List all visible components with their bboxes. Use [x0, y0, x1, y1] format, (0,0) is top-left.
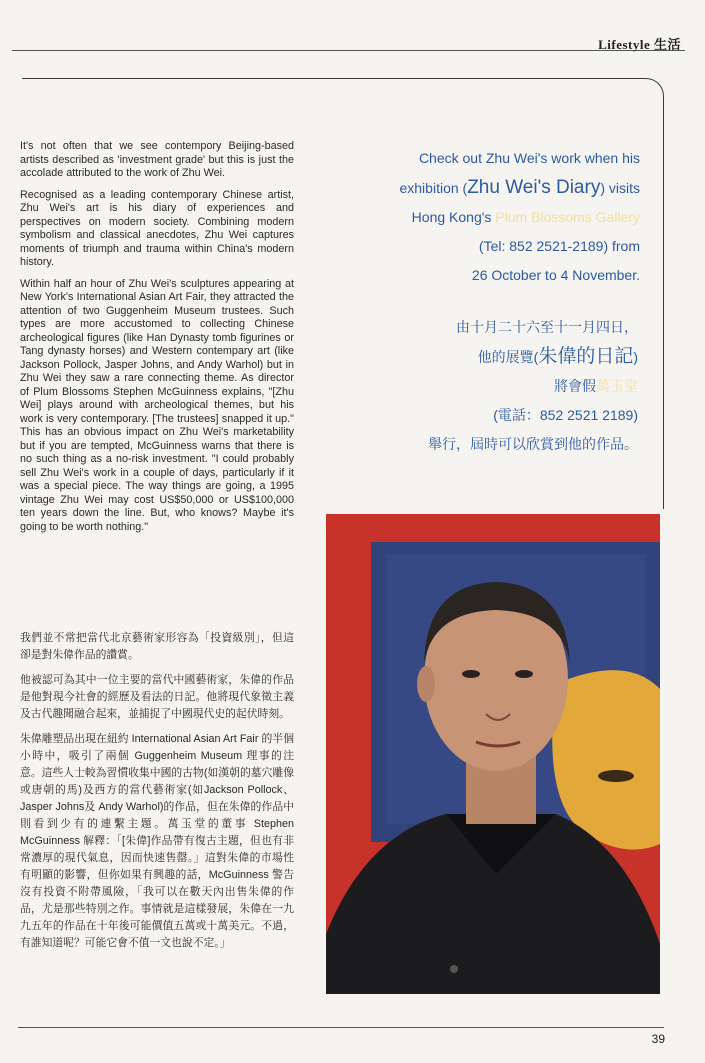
callout-zh-line: 舉行，屆時可以欣賞到他的作品。: [428, 436, 638, 452]
article-en-paragraph: Recognised as a leading contemporary Chinese artist, Zhu Wei's art is his diary of experiences and perspectives on modern society. Combining modern symbolism and classical anecdotes, Zhu Wei captures moments of triumph and trauma within China's modern history.: [20, 188, 294, 268]
artist-photo: [326, 514, 660, 994]
callout-en-text: Hong Kong's: [411, 209, 496, 225]
callout-zh-line: 由十月二十六至十一月四日，: [456, 319, 638, 335]
article-en-paragraph: Within half an hour of Zhu Wei's sculptures appearing at New York's International Asian Art Fair, they attracted the attention of two Guggenheim Museum trustees. Such types are more accustomed to collecting Chinese archeological figures (like Han Dynasty tomb figurines or Tang dynasty horses) and Western contempary art (like Jackson Pollock, Jasper Johns, and Andy Warhol) but in Zhu Wei they saw a rare connecting theme. As director of Plum Blossoms Stephen McGuinness explains, "[Zhu Wei] plays around with archeological themes, but his work is very contemporary. [The trustees] snapped it up." This has an obvious impact on Zhu Wei's marketability but if you are tempted, McGuinness warns that there is no such thing as a no-risk investment. "I could probably sell Zhu Wei's work in a couple of days, particularly if it was a special piece. The way things are going, a 1995 vintage Zhu Wei may cost US$50,000 or US$100,000 ten years down the line. But, who knows? Maybe it's going to be worth nothing.": [20, 277, 294, 533]
callout-en-phone: (Tel: 852 2521-2189) from: [478, 238, 640, 254]
page-number: 39: [651, 1032, 665, 1046]
callout-zh-line: [360, 342, 638, 372]
callout-zh-text: 將會假: [554, 378, 596, 394]
callout-zh-text: 他的展覽(: [477, 349, 539, 365]
exhibition-title-zh: 朱偉的日記: [538, 346, 634, 367]
article-zh-paragraph: 他被認可為其中一位主要的當代中國藝術家，朱偉的作品是他對現今社會的經歷及看法的日記。他將現代象徵主義及古代趣聞融合起來，並捕捉了中國現代史的起伏時刻。: [20, 674, 294, 720]
callout-en-line: Check out Zhu Wei's work when his: [418, 150, 640, 166]
article-en-paragraph: It's not often that we see contempory Beijing-based artists described as 'investment grade' but this is just the accolade attributed to the work of Zhu Wei.: [20, 140, 294, 179]
callout-en-line: [340, 203, 640, 232]
callout-en-text: exhibition (: [399, 180, 468, 196]
callout-en-text: ) visits: [600, 180, 640, 196]
article-english: [20, 140, 294, 542]
exhibition-callout-english: [340, 144, 640, 290]
article-chinese: [20, 630, 294, 960]
artist-portrait-illustration: [326, 514, 660, 994]
footer-rule: [18, 1027, 664, 1028]
exhibition-title-en: Zhu Wei's Diary: [467, 177, 601, 198]
section-label: Lifestyle 生活: [598, 37, 681, 52]
header-rule: [12, 50, 685, 51]
venue-name-zh: 萬玉堂: [596, 378, 638, 394]
article-zh-paragraph: 朱偉雕塑品出現在紐約 International Asian Art Fair 的半個小時中，吸引了兩個 Guggenheim Museum 理事的注意。這些人士較為習慣收集中國的古物(如漢朝的墓穴雕像或唐朝的馬)及西方的當代藝術家(如Jackson Pollock、Jasper Johns及 Andy Warhol)的作品，但在朱偉的作品中則看到少有的連繫主題。萬玉堂的董事 Stephen McGuinness 解釋：「[朱偉]作品帶有復古主題，但也有非常濃厚的現代氣息，因而快速售罄。」這對朱偉的市場性有明顯的影響，但你如果有興趣的話，McGuinness 警告沒有投資不附帶風險，「我可以在數天內出售朱偉的作品，尤是那些特別之作。事情就是這樣發展，朱偉在一九九五年的作品在十年後可能價值五萬或十萬美元。不過，有誰知道呢？可能它會不值一文也說不定。」: [20, 733, 294, 949]
callout-zh-line: [360, 372, 638, 401]
callout-en-dates: 26 October to 4 November.: [471, 267, 640, 283]
callout-en-line: [340, 173, 640, 203]
venue-name-en: Plum Blossoms Gallery: [495, 209, 640, 225]
callout-zh-text: ): [633, 349, 638, 365]
exhibition-callout-chinese: [360, 313, 638, 459]
callout-zh-phone: (電話：852 2521 2189): [493, 407, 638, 423]
article-zh-paragraph: 我們並不常把當代北京藝術家形容為「投資級別」，但這卻是對朱偉作品的讚賞。: [20, 632, 294, 661]
